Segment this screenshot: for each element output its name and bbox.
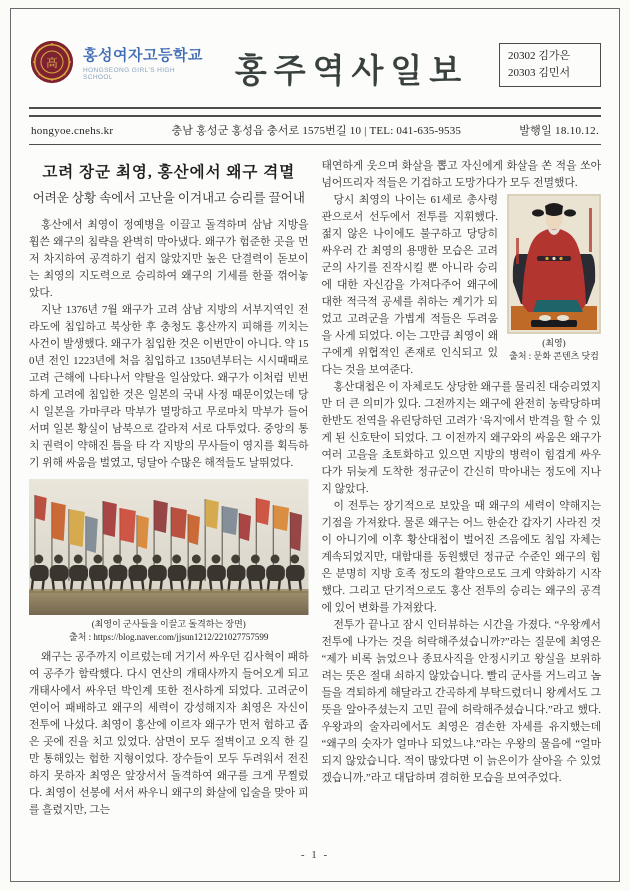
- paragraph: 왜구는 공주까지 이르렀는데 거기서 싸우던 김사혁이 패하여 공주가 함락했다. 다시 연산의 개태사까지 들어오게 되고 개태사에서 싸우던 박인계 또한 전사하게 되었다. 고려군이 연이어 패배하고 왜구의 세력이 강성해지자 최영은 자신이 전투에 나섰다. 최영이 홍산에 이르자 왜구가 먼저 험하고 좁은 곳에 진을 치고 있었다. 삼면이 모두 절벽이고 오직 한 길만 통해있는 험한 지형이었다. 장수들이 모두 두려워서 전진하지 못하자 최영은 앞장서서 돌격하여 왜구를 크게 무찔렀다. 최영이 선봉에 서서 싸우니 왜구의 화살에 입술을 맞아 피를 흘렸지만, 그는: [29, 651, 309, 816]
- battle-photo-source: 출처 : https://blog.naver.com/jjsun1212/221027757599: [69, 632, 269, 642]
- article-body: [29, 158, 601, 819]
- masthead: [29, 39, 601, 99]
- article-headline: 고려 장군 최영, 홍산에서 왜구 격멸: [42, 164, 296, 181]
- page-number: - 1 -: [300, 849, 330, 861]
- info-divider: [29, 144, 601, 145]
- right-column: [322, 158, 602, 819]
- portrait-caption: (최영): [542, 338, 566, 348]
- paragraph: 당시 최영의 나이는 61세로 총사령관으로서 선두에서 전투를 지휘했다. 젊지 않은 나이에도 불구하고 당당히 싸우러 간 최영의 용맹한 모습은 고려군의 사기를 진작시킬 뿐 아니라 승리에 대한 자신감을 가져다주어 왜구에 대한 적극적 공세를 취하는 계기가 되었고 고려군을 가볍게 적들은 두려움을 사게 되었다. 이는 그만큼 최영이 왜구에게 위협적인 존재로 인식되고 있다는 것을 보여준다.: [321, 194, 498, 376]
- choi-yeong-portrait: [507, 194, 601, 367]
- battle-photo-caption: (최영이 군사들을 이끌고 돌격하는 장면): [91, 619, 246, 629]
- issue-date: 발행일 18.10.12.: [519, 125, 599, 137]
- masthead-divider: [29, 107, 601, 117]
- school-emblem-icon: [29, 39, 75, 90]
- svg-text:高: 高: [46, 57, 58, 70]
- paragraph: 홍산에서 최영이 정예병을 이끌고 돌격하며 삼남 지방을 휩쓴 왜구의 침략을 완벽히 막아냈다. 왜구가 험준한 곳을 먼저 차지하여 공격하기 쉽지 않았지만 높은 단결력이 돋보이는 최영의 지도력으로 승리하여 왜구의 기세를 한풀 꺾어놓았다.: [29, 219, 309, 299]
- paragraph: 전투가 끝나고 잠시 인터뷰하는 시간을 가졌다. “우왕께서 전투에 나가는 것을 허락해주셨습니까?”라는 질문에 최영은 “제가 비록 늙었으나 종묘사직을 안정시키고 왕실을 보위하려는 뜻은 절대 쇠하지 않았습니다. 빨리 군사를 거느리고 놈들을 격퇴하게 해달라고 간곡하게 부탁드렸더니 왕께서도 그 뜻을 알아주셨는지 고민 끝에 허락해주셨습니다.”라고 했다. 우왕과의 술자리에서도 최영은 겸손한 자세를 유지했는데 “왜구의 숫자가 얼마나 되었느냐.”라는 우왕의 물음에 “얼마 되지 않았습니다. 적이 많았다면 이 늙은이가 살아올 수 있었겠습니까.”라고 대답하며 겸허한 모습을 보여주었다.: [321, 619, 601, 784]
- school-website: hongyoe.cnehs.kr: [31, 125, 114, 137]
- staff-member: 20303 김민서: [508, 67, 571, 79]
- paragraph: 홍산대첩은 이 자체로도 상당한 왜구를 물리친 대승리였지만 더 큰 의미가 있다. 그전까지는 왜구에 완전히 농락당하며 한반도 전역을 유린당하던 고려가 '육지'에서 반격을 할 수 있게 된 신호탄이 되었다. 그 이전까지 왜구와의 싸움은 왜구가 여러 고을을 초토화하고 있으면 지방의 병력이 힘겹게 싸우다가 뒤늦게 도착한 정규군이 간신히 막아내는 정도에 지나지 않았다.: [321, 381, 601, 495]
- paragraph: 태연하게 웃으며 화살을 뽑고 자신에게 화살을 쏜 적을 쏘아 넘어뜨리자 적들은 기겁하고 도망가다가 모두 전멸했다.: [321, 160, 601, 189]
- paragraph: 지난 1376년 7월 왜구가 고려 삼남 지방의 서부지역인 전라도에 침입하고 북상한 후 충청도 홍산까지 피해를 끼치는 사건이 발생했다. 왜구가 침입한 것은 이번만이 아니다. 약 150년 전인 1223년에 처음 침입하고 1350년부터는 시시때때로 고려 근해에 나타나서 약탈을 일삼았다. 왜구가 이처럼 빈번하게 고려에 침입한 것은 일본의 국내 사정 때문이었는데 당시 일본을 가마쿠라 막부가 멸망하고 무로마치 막부가 들어서며 일본 황실이 남북으로 갈라져 서로 다투었다. 중앙의 통치 권력이 약해진 틈을 타 각 지방의 무사들이 영지를 획득하기 위해 싸움을 벌였고, 덩달아 수많은 해적들도 날뛰었다.: [29, 304, 309, 469]
- school-name-en: HONGSEONG GIRL'S HIGH SCHOOL: [83, 67, 175, 82]
- staff-member: 20302 김가은: [508, 50, 571, 62]
- paragraph: 이 전투는 장기적으로 보았을 때 왜구의 세력이 약해지는 기점을 가져왔다. 물론 왜구는 어느 한순간 갑자기 사라진 것이 아니기에 이후 황산대첩이 벌어진 즈음에도 침입 자체는 계속되었지만, 대함대를 동원했던 정규군 수준인 왜구의 힘은 분명히 지방 호족 정도의 활약으로도 크게 약화하기 시작했다. 그리고 단기적으로도 홍산 전투의 승리는 왜구의 공격에 있어 변화를 가져왔다.: [321, 500, 601, 614]
- school-address: 충남 홍성군 홍성읍 충서로 1575번길 10 | TEL: 041-635-9535: [171, 125, 462, 137]
- staff-box: [499, 43, 601, 87]
- school-name: 홍성여자고등학교: [83, 46, 203, 64]
- publication-info-row: [29, 117, 601, 144]
- newspaper-title: 홍주역사일보: [234, 52, 469, 89]
- page-border-frame: [10, 8, 620, 882]
- left-column: [29, 158, 309, 819]
- battle-photo: [29, 479, 309, 644]
- portrait-source: 출처 : 문화 콘텐츠 닷컴: [509, 351, 599, 361]
- school-logo: [29, 39, 204, 90]
- article-subhead: 어려운 상황 속에서 고난을 이겨내고 승리를 끌어내: [32, 191, 305, 205]
